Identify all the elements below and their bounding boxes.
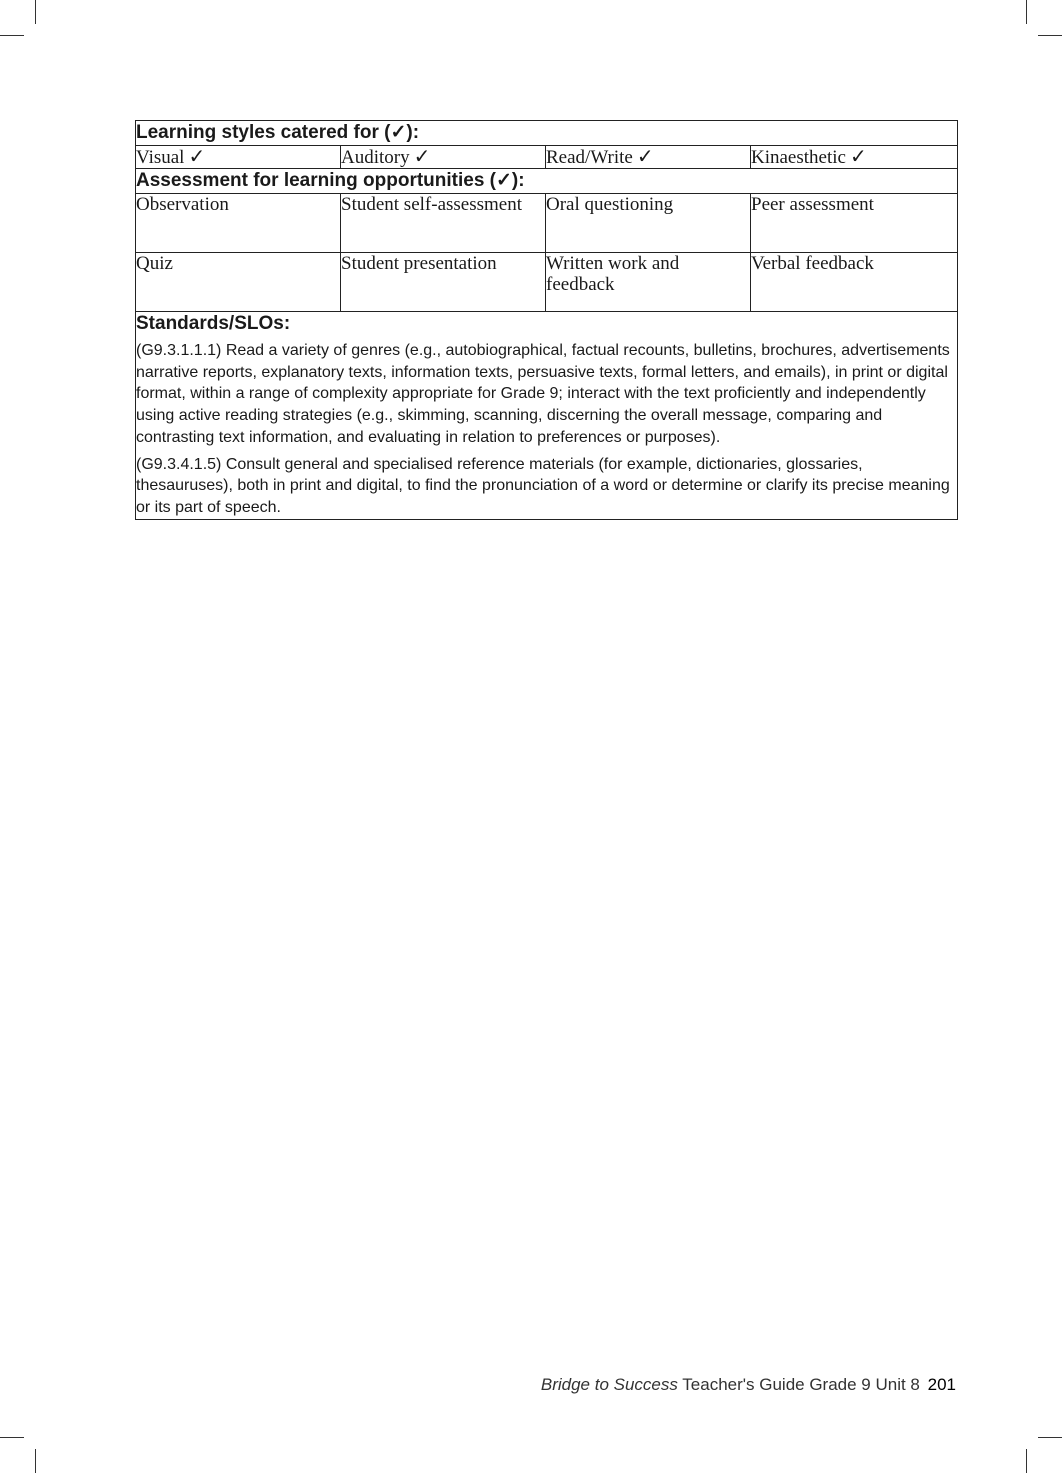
learning-styles-row — [136, 146, 958, 169]
crop-mark — [1026, 0, 1027, 24]
check-icon: ✓ — [636, 144, 654, 168]
learning-style-cell — [546, 146, 751, 169]
page-footer — [541, 1375, 956, 1395]
assessment-cell: Verbal feedback — [751, 253, 958, 312]
learning-style-cell — [136, 146, 341, 169]
crop-mark — [1038, 35, 1062, 36]
learning-style-cell — [751, 146, 958, 169]
page-number: 201 — [927, 1375, 956, 1394]
assessment-cell: Quiz — [136, 253, 341, 312]
check-icon: ✓ — [413, 144, 431, 168]
crop-mark — [0, 1437, 24, 1438]
assessment-row — [136, 194, 958, 253]
standards-paragraph: (G9.3.4.1.5) Consult general and specialised reference materials (for example, dictionaries, glossaries, thesauruses), both in print and digital, to find the pronunciation of a word or determine or clarify its precise meaning or its part of speech. — [136, 455, 950, 516]
standards-section — [136, 312, 958, 520]
assessment-cell: Written work and feedback — [546, 253, 751, 312]
assessment-row — [136, 253, 958, 312]
check-icon: ✓ — [849, 144, 867, 168]
standards-paragraph: (G9.3.1.1.1) Read a variety of genres (e.g., autobiographical, factual recounts, bulletins, brochures, advertisements narrative reports, explanatory texts, information texts, persuasive texts, formal letters, and emails), in print or digital format, within a range of complexity appropriate for Grade 9; interact with the text proficiently and independently using active reading strategies (e.g., skimming, scanning, discerning the overall message, comparing and contrasting text information, and evaluating in relation to preferences or purposes). — [136, 342, 950, 446]
learning-style-label: Read/Write — [546, 147, 633, 168]
lesson-plan-table — [135, 120, 958, 520]
check-icon: ✓ — [188, 144, 206, 168]
learning-style-cell — [341, 146, 546, 169]
crop-mark — [0, 35, 24, 36]
crop-mark — [1038, 1437, 1062, 1438]
book-title: Bridge to Success — [540, 1375, 678, 1394]
learning-style-label: Auditory — [341, 147, 410, 168]
assessment-heading: Assessment for learning opportunities (✓): — [136, 169, 958, 194]
assessment-cell: Oral questioning — [546, 194, 751, 253]
crop-mark — [35, 0, 36, 24]
assessment-cell: Peer assessment — [751, 194, 958, 253]
guide-label: Teacher's Guide Grade 9 Unit 8 — [682, 1375, 920, 1394]
learning-styles-heading: Learning styles catered for (✓): — [136, 121, 958, 146]
learning-style-label: Kinaesthetic — [751, 147, 846, 168]
crop-mark — [35, 1449, 36, 1473]
assessment-cell: Observation — [136, 194, 341, 253]
standards-heading: Standards/SLOs: — [136, 313, 291, 334]
crop-mark — [1026, 1449, 1027, 1473]
learning-style-label: Visual — [136, 147, 185, 168]
assessment-cell: Student self-assessment — [341, 194, 546, 253]
assessment-cell: Student presentation — [341, 253, 546, 312]
